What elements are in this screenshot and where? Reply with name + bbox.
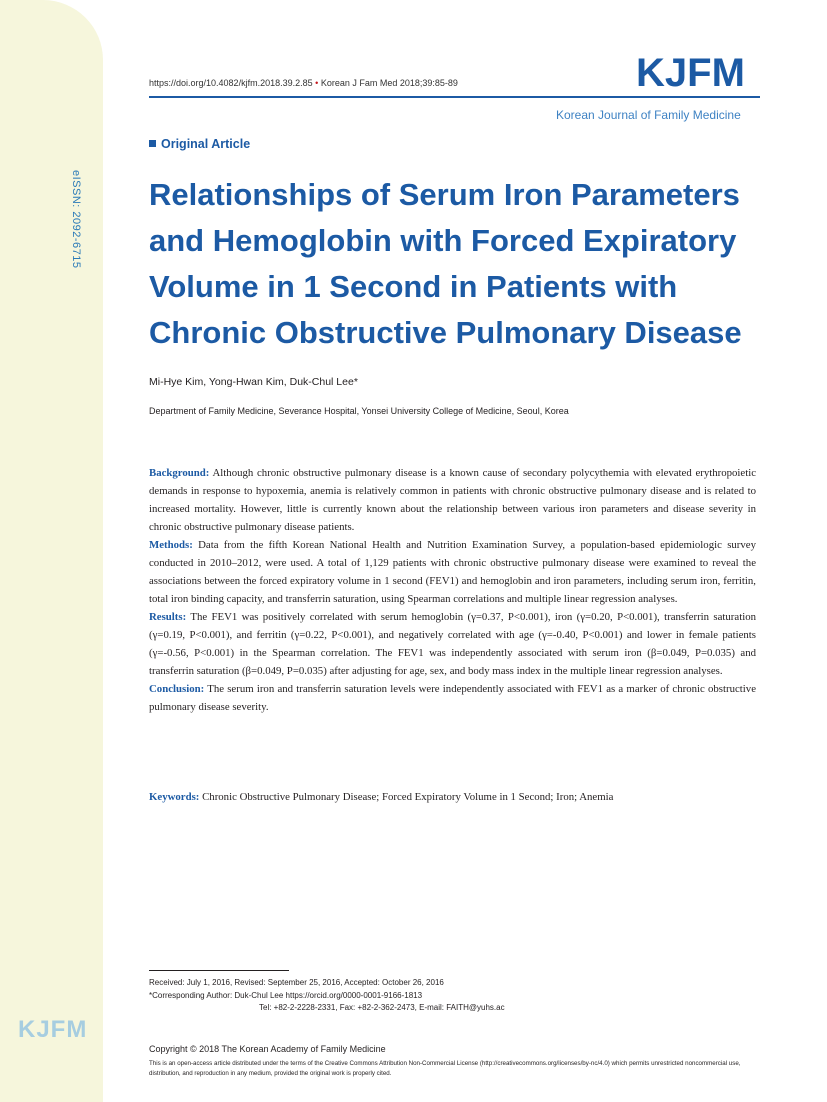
left-sidebar-band <box>0 0 103 1102</box>
keywords-text: Chronic Obstructive Pulmonary Disease; Forced Expiratory Volume in 1 Second; Iron; Anemia <box>199 791 614 803</box>
journal-logo: KJFM <box>636 51 745 95</box>
keywords-label: Keywords: <box>149 791 200 803</box>
abstract-conclusion <box>149 680 756 716</box>
journal-name: Korean Journal of Family Medicine <box>556 108 741 122</box>
received-dates: Received: July 1, 2016, Revised: September 25, 2016, Accepted: October 26, 2016 <box>149 978 444 987</box>
background-label: Background: <box>149 467 210 479</box>
abstract-background <box>149 464 756 536</box>
footnotes <box>149 977 505 1015</box>
conclusion-text: The serum iron and transferrin saturation levels were independently associated with FEV1 as a marker of chronic obstructive pulmonary disease severity. <box>149 683 756 713</box>
header-divider <box>149 96 760 98</box>
separator-dot: • <box>315 78 319 88</box>
sidebar-logo: KJFM <box>18 1016 88 1043</box>
corresponding-author: *Corresponding Author: Duk-Chul Lee https://orcid.org/0000-0001-9166-1813 <box>149 990 423 1000</box>
affiliation: Department of Family Medicine, Severance Hospital, Yonsei University College of Medicine, Seoul, Korea <box>149 406 569 416</box>
background-text: Although chronic obstructive pulmonary disease is a known cause of secondary polycythemia with elevated erythropoietic demands in response to hypoxemia, anemia is relatively common in patients with chronic obstructive pulmonary disease and is related to increased mortality. However, little is currently known about the relationship between various iron parameters and disease severity in chronic obstructive pulmonary disease patients. <box>149 467 756 533</box>
square-bullet-icon <box>149 140 156 147</box>
license-text: This is an open-access article distributed under the terms of the Creative Commons Attribution Non-Commercial License (http://creativecommons.org/licenses/by-nc/4.0) which permits unrestricted noncommercial use, distribution, and reproduction in any medium, provided the original work is properly cited. <box>149 1060 741 1077</box>
doi-link[interactable]: https://doi.org/10.4082/kjfm.2018.39.2.85 <box>149 78 313 88</box>
article-type-text: Original Article <box>161 137 251 151</box>
abstract-results <box>149 608 756 680</box>
footnote-divider <box>149 970 289 971</box>
methods-text: Data from the fifth Korean National Health and Nutrition Examination Survey, a population-based epidemiologic survey conducted in 2010–2012, were used. A total of 1,129 patients with chronic obstructive pulmonary disease were examined to reveal the associations between the forced expiratory volume in 1 second (FEV1) and hemoglobin and iron parameters, including serum iron, ferritin, total iron binding capacity, and transferrin saturation, using Spearman correlations and multiple linear regression analyses. <box>149 539 756 605</box>
article-type-label <box>149 137 250 151</box>
journal-citation: Korean J Fam Med 2018;39:85-89 <box>320 78 458 88</box>
citation-line <box>149 78 458 88</box>
copyright: Copyright © 2018 The Korean Academy of Family Medicine <box>149 1044 386 1054</box>
abstract <box>149 464 756 716</box>
results-label: Results: <box>149 611 187 623</box>
results-text: The FEV1 was positively correlated with serum hemoglobin (γ=0.37, P<0.001), iron (γ=0.20, P<0.001), transferrin saturation (γ=0.19, P<0.001), and ferritin (γ=0.22, P<0.001), and negatively correlated with age (γ=-0.40, P<0.001) and lower in female patients (γ=-0.56, P<0.001) in the Spearman correlation. The FEV1 was independently associated with serum iron (β=0.049, P=0.035) and transferrin saturation (β=0.049, P=0.035) after adjusting for age, sex, and body mass index in the multiple linear regression analyses. <box>149 611 756 677</box>
methods-label: Methods: <box>149 539 193 551</box>
eissn-label: eISSN: 2092-6715 <box>70 170 82 269</box>
contact-info: Tel: +82-2-2228-2331, Fax: +82-2-362-2473, E-mail: FAITH@yuhs.ac <box>259 1003 505 1012</box>
author-list: Mi-Hye Kim, Yong-Hwan Kim, Duk-Chul Lee* <box>149 376 358 388</box>
conclusion-label: Conclusion: <box>149 683 205 695</box>
abstract-methods <box>149 536 756 608</box>
keywords <box>149 791 756 803</box>
article-title: Relationships of Serum Iron Parameters and Hemoglobin with Forced Expiratory Volume in 1 Second in Patients with Chronic Obstructive Pulmonary Disease <box>149 177 742 350</box>
